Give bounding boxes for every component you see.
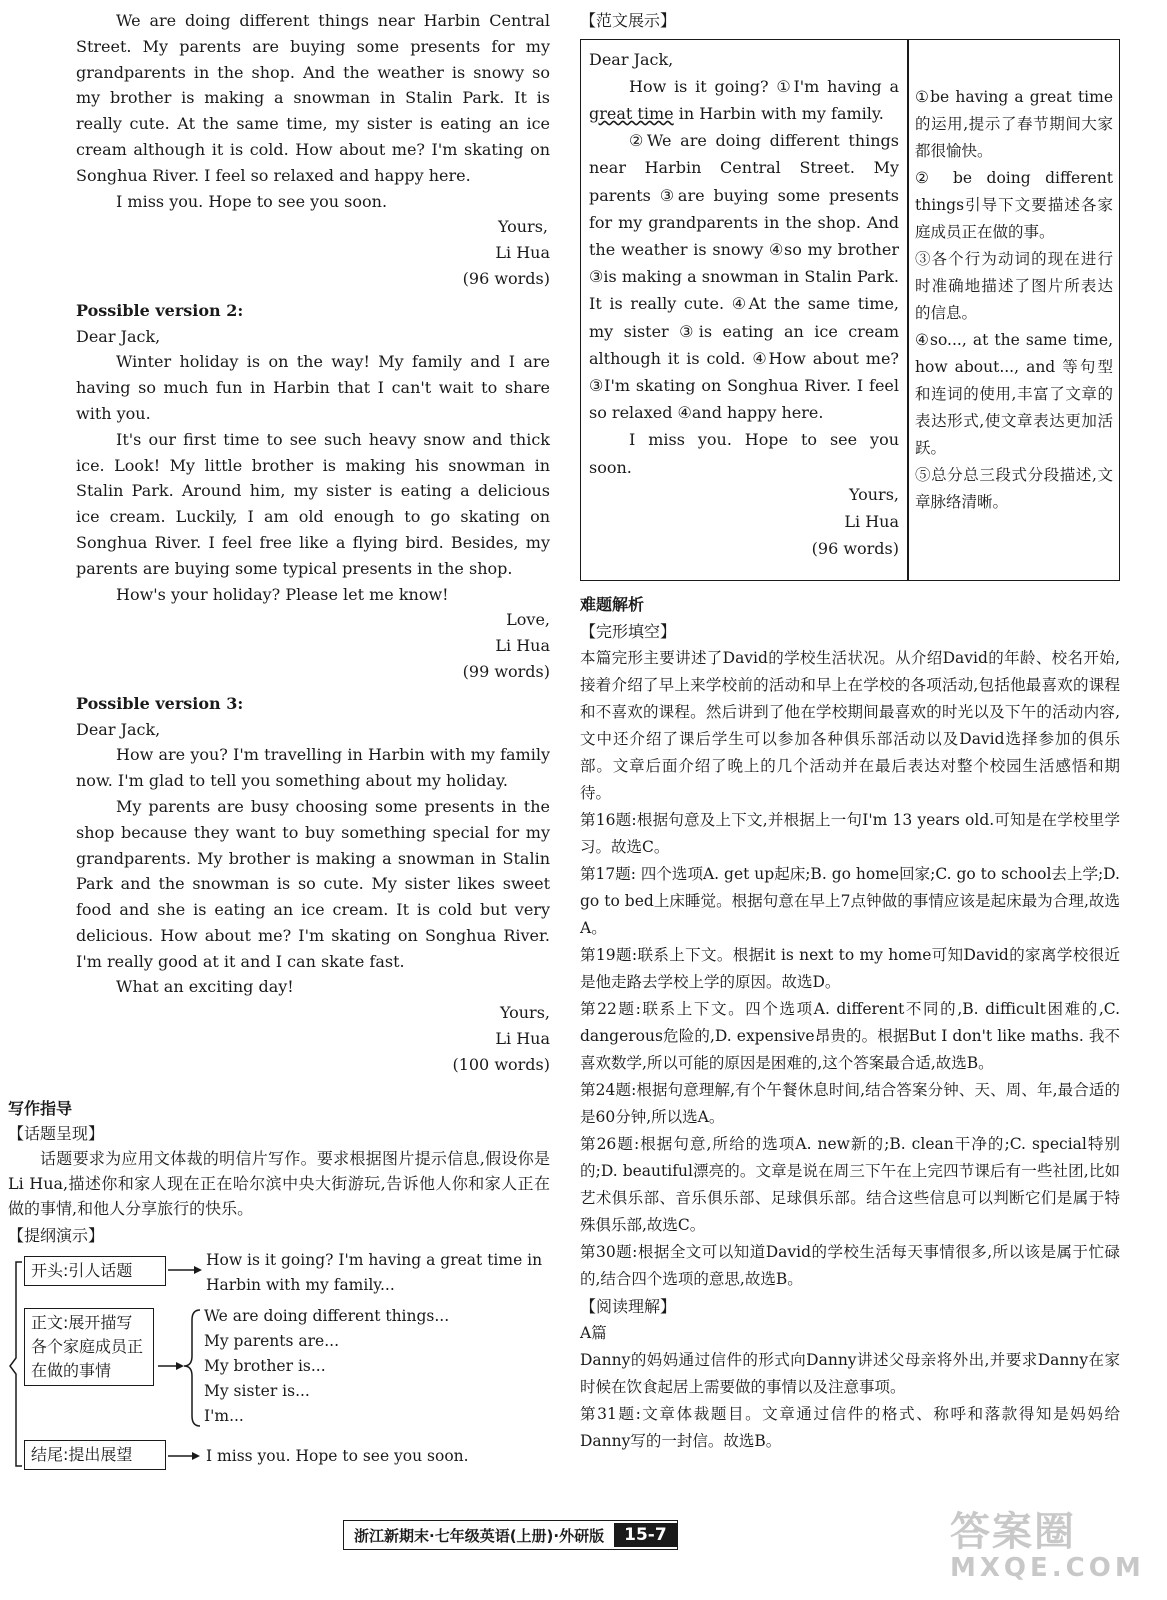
- v3-name: Li Hua: [495, 1029, 550, 1049]
- v3-para-2: My parents are busy choosing some presents in the shop because they want to buy something special for my grandparents. My brother is making a snowman in Stalin Park and the snowman is so cute. My sister likes sweet food and she is eating an ice cream. It is cold but very delicious. How about me? I'm skating on Songhua River. I'm really good at it and I can skate fast.: [76, 796, 550, 971]
- v2-para-1: Winter holiday is on the way! My family and I are having so much fun in Harbin that I can't wait to share with you.: [76, 352, 550, 423]
- note-4: ④so..., at the same time, how about..., and 等句型和连词的使用,丰富了文章的表达形式,使文章表达更加活跃。: [915, 330, 1113, 457]
- sample-name: Li Hua: [844, 511, 899, 531]
- v2-para-2: It's our first time to see such heavy snow and thick ice. Look! My little brother is making his snowman in Stalin Park. Around him, my sister is eating a delicious ice cream. Luckily, I am old enough to go skating on Songhua River. I feel free like a flying bird. Besides, my parents are buying some typical presents in the shop.: [76, 429, 550, 578]
- right-column: [580, 8, 1120, 1455]
- v1-para-2: I miss you. Hope to see you soon.: [116, 191, 388, 211]
- page-footer: [343, 1520, 678, 1550]
- outline-text-body-5: I'm...: [204, 1407, 244, 1425]
- v1-closing: Yours,: [497, 217, 548, 237]
- v3-closing: Yours,: [499, 1003, 550, 1023]
- cloze-item-19: 第19题:联系上下文。根据it is next to my home可知David的家离学校很近是他走路去学校上学的原因。故选D。: [580, 945, 1120, 991]
- sample-notes: [915, 84, 1113, 516]
- outline-diagram: [8, 1248, 550, 1488]
- outline-text-ending: I miss you. Hope to see you soon.: [206, 1447, 469, 1465]
- sample-divider: [907, 40, 909, 580]
- cloze-item-22: 第22题:联系上下文。四个选项A. different不同的,B. difficult困难的,C. dangerous危险的,D. expensive昂贵的。根据But I don't like maths. 我不喜欢数学,所以可能的原因是困难的,这个答案最合适,故选B。: [580, 999, 1120, 1072]
- page-number: 15-7: [614, 1523, 677, 1547]
- sample-greeting: Dear Jack,: [589, 49, 674, 69]
- cloze-item-17: 第17题: 四个选项A. get up起床;B. go home回家;C. go to school去上学;D. go to bed上床睡觉。根据句意在早上7点钟做的事情应该是起床最为合理,故选A。: [580, 864, 1120, 937]
- outline-text-body-3: My brother is...: [204, 1357, 326, 1375]
- analysis-section: [580, 591, 1120, 1455]
- reading-label: 【阅读理解】: [580, 1296, 677, 1316]
- v1-word-count: (96 words): [462, 268, 550, 288]
- sample-para-2: ②We are doing different things near Harbin Central Street. My parents ③are buying some presents for my grandparents in the shop. And the weather is snowy ④so my brother ③is making a snowman in Stalin Park. It is really cute. ④At the same time, my sister ③is eating an ice cream although it is cold. ④How about me? ③I'm skating on Songhua River. I feel so relaxed ④and happy here.: [589, 131, 899, 423]
- outline-box-ending: 结尾:提出展望: [24, 1440, 166, 1470]
- watermark-logo: [950, 1500, 1160, 1590]
- v2-para-3: How's your holiday? Please let me know!: [116, 584, 449, 604]
- watermark-line-2: MXQE.COM: [950, 1553, 1145, 1583]
- reading-intro: Danny的妈妈通过信件的形式向Danny讲述父母亲将外出,并要求Danny在家时候在饮食起居上需要做的事情以及注意事项。: [580, 1350, 1120, 1396]
- sample-essay-box: [580, 39, 1120, 581]
- watermark-line-1: 答案圈: [950, 1509, 1076, 1555]
- cloze-item-26: 第26题:根据句意,所给的选项A. new新的;B. clean干净的;C. special特别的;D. beautiful漂亮的。文章是说在周三下午在上完四节课后有一些社团,比如艺术俱乐部、音乐俱乐部、足球俱乐部。结合这些信息可以判断它们是属于特殊俱乐部,故选C。: [580, 1134, 1120, 1234]
- sample-para-1-a: How is it going? ①I'm having a: [629, 76, 899, 96]
- v2-word-count: (99 words): [462, 661, 550, 681]
- cloze-intro: 本篇完形主要讲述了David的学校生活状况。从介绍David的年龄、校名开始,接着介绍了早上来学校前的活动和早上在学校的各项活动,包括他最喜欢的课程和不喜欢的课程。然后讲到了他在学校期间最喜欢的时光以及下午的活动内容,文中还介绍了课后学生可以参加各种俱乐部活动以及David选择参加的俱乐部。文章后面介绍了晚上的几个活动并在最后表达对整个校园生活感悟和期待。: [580, 648, 1120, 802]
- note-1: ①be having a great time的运用,提示了春节期间大家都很愉快。: [915, 87, 1113, 160]
- note-5: ⑤总分总三段式分段描述,文章脉络清晰。: [915, 465, 1113, 511]
- left-column: [76, 8, 550, 1078]
- guide-title: 写作指导: [8, 1099, 73, 1118]
- v2-name: Li Hua: [495, 636, 550, 656]
- sample-closing: Yours,: [848, 484, 899, 504]
- v3-greeting: Dear Jack,: [76, 719, 161, 739]
- cloze-item-30: 第30题:根据全文可以知道David的学校生活每天事情很多,所以该是属于忙碌的,结合四个选项的意思,故选B。: [580, 1242, 1120, 1288]
- v2-closing: Love,: [506, 610, 550, 630]
- v2-greeting: Dear Jack,: [76, 326, 161, 346]
- v3-heading: Possible version 3:: [76, 693, 244, 713]
- outline-text-body-4: My sister is...: [204, 1382, 310, 1400]
- v3-para-1: How are you? I'm travelling in Harbin with my family now. I'm glad to tell you something about my holiday.: [76, 745, 550, 791]
- v3-word-count: (100 words): [452, 1054, 550, 1074]
- note-2: ② be doing different things引导下文要描述各家庭成员正在做的事。: [915, 168, 1113, 241]
- outline-text-body-2: My parents are...: [204, 1332, 339, 1350]
- analysis-title: 难题解析: [580, 594, 645, 614]
- writing-guide: [8, 1096, 550, 1488]
- v1-name: Li Hua: [495, 243, 550, 263]
- outline-text-body-1: We are doing different things...: [204, 1307, 450, 1325]
- cloze-label: 【完形填空】: [580, 621, 677, 641]
- footer-title: 浙江新期末·七年级英语(上册)·外研版: [354, 1526, 605, 1545]
- v2-heading: Possible version 2:: [76, 300, 244, 320]
- cloze-item-24: 第24题:根据句意理解,有个午餐休息时间,结合答案分钟、天、周、年,最合适的是60分钟,所以选A。: [580, 1080, 1120, 1126]
- topic-text: 话题要求为应用文体裁的明信片写作。要求根据图片提示信息,假设你是Li Hua,描述你和家人现在正在哈尔滨中央大街游玩,告诉他人你和家人正在做的事情,和他人分享旅行的快乐。: [8, 1149, 550, 1218]
- sample-essay: [589, 46, 899, 563]
- sample-para-1-underlined: great time: [589, 103, 674, 123]
- cloze-item-16: 第16题:根据句意及上下文,并根据上一句I'm 13 years old.可知是在学校里学习。故选C。: [580, 810, 1120, 856]
- outline-box-body: 正文:展开描写各个家庭成员正在做的事情: [24, 1308, 154, 1386]
- outline-label: 【提纲演示】: [8, 1226, 105, 1245]
- outline-box-opening: 开头:引人话题: [24, 1256, 166, 1286]
- sample-word-count: (96 words): [811, 539, 899, 559]
- sample-label: 【范文展示】: [580, 11, 677, 30]
- sample-para-3: I miss you. Hope to see you soon.: [589, 430, 899, 477]
- reading-a-label: A篇: [580, 1323, 607, 1342]
- topic-label: 【话题呈现】: [8, 1124, 105, 1143]
- sample-para-1: [589, 73, 899, 127]
- v3-para-3: What an exciting day!: [116, 977, 294, 997]
- outline-text-opening: How is it going? I'm having a great time in Harbin with my family...: [206, 1251, 543, 1294]
- reading-item-31: 第31题:文章体裁题目。文章通过信件的格式、称呼和落款得知是妈妈给Danny写的一封信。故选B。: [580, 1404, 1120, 1450]
- v1-para-1: We are doing different things near Harbin Central Street. My parents are buying some presents for my grandparents in the shop. And the weather is snowy so my brother is making a snowman in Stalin Park. It is really cute. At the same time, my sister is eating an ice cream although it is cold. How about me? I'm skating on Songhua River. I feel so relaxed and happy here.: [76, 11, 550, 185]
- sample-para-1-b: in Harbin with my family.: [673, 103, 884, 123]
- note-3: ③各个行为动词的现在进行时准确地描述了图片所表达的信息。: [915, 249, 1113, 322]
